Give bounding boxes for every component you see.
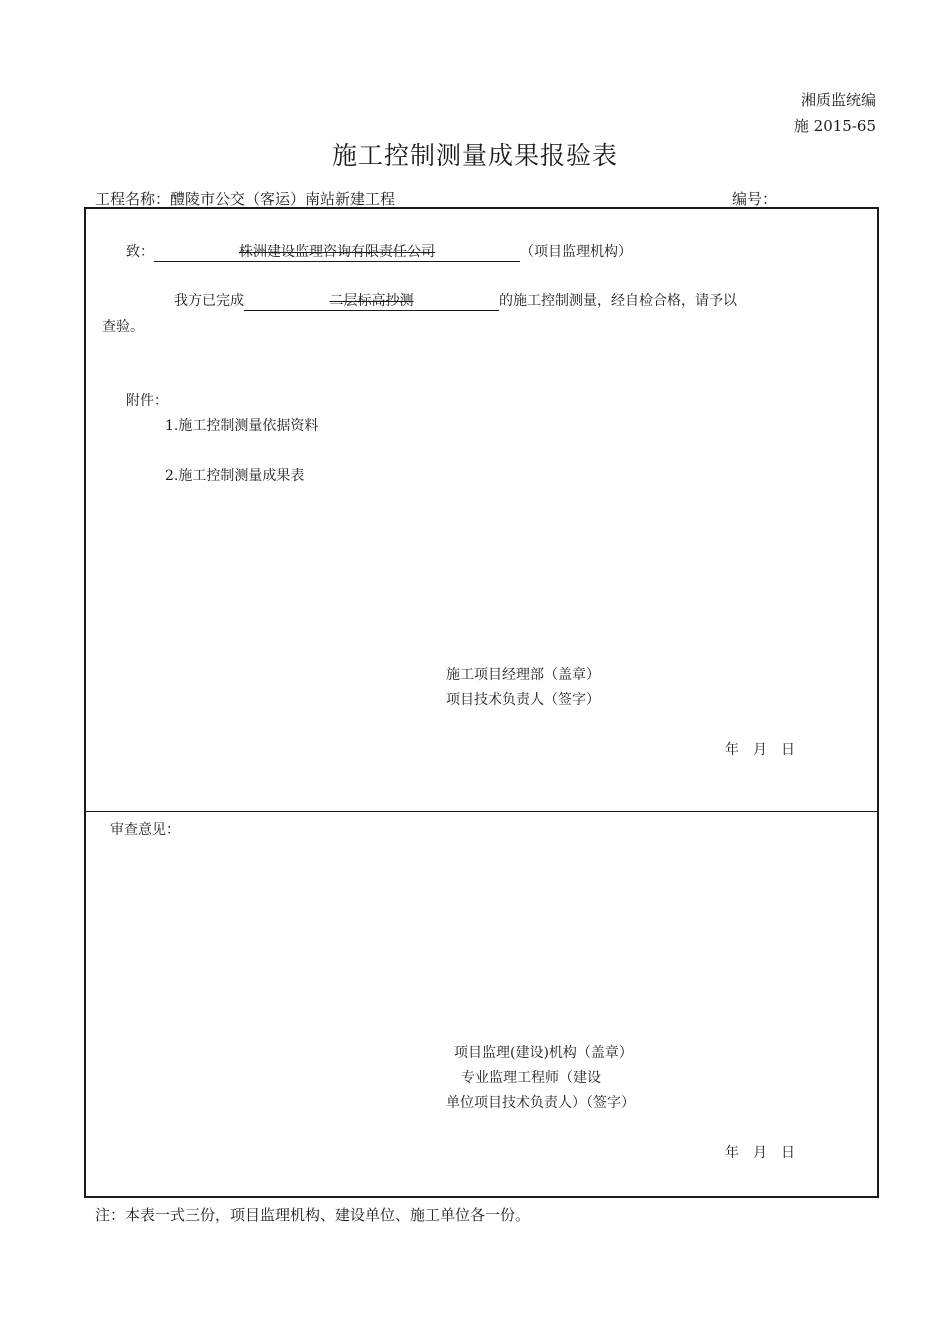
review-date: 年 月 日 [725, 1145, 795, 1161]
publisher-label: 湘质监统编 [800, 91, 876, 109]
footer-note: 注：本表一式三份，项目监理机构、建设单位、施工单位各一份。 [95, 1206, 531, 1224]
declaration-row [174, 290, 737, 311]
supervisor-signer-line-2: 单位项目技术负责人）（签字） [446, 1095, 635, 1111]
section-divider [85, 811, 878, 812]
contractor-signer-line: 项目技术负责人（签字） [446, 692, 600, 708]
submission-date: 年 月 日 [725, 742, 795, 758]
page-title: 施工控制测量成果报验表 [331, 141, 618, 170]
contractor-stamp-line: 施工项目经理部（盖章） [446, 667, 600, 683]
declaration-continuation: 查验。 [102, 319, 144, 335]
addressee-value: 株洲建设监理咨询有限责任公司 [154, 241, 520, 262]
supervisor-stamp-line: 项目监理(建设)机构（盖章） [454, 1045, 633, 1061]
attachments-label: 附件： [126, 393, 168, 409]
supervisor-signer-line-1: 专业监理工程师（建设 [461, 1070, 601, 1086]
declaration-prefix: 我方已完成 [174, 293, 244, 309]
review-opinion-label: 审查意见： [110, 822, 180, 838]
attachment-item: 2.施工控制测量成果表 [165, 468, 305, 484]
completed-item: 二层标高抄测 [244, 290, 499, 311]
form-code: 施 2015-65 [793, 117, 876, 135]
addressee-suffix: （项目监理机构） [520, 244, 632, 260]
attachment-item: 1.施工控制测量依据资料 [165, 418, 319, 434]
addressee-row [126, 241, 632, 262]
document-number-label: 编号： [732, 190, 778, 208]
project-name: 工程名称：醴陵市公交（客运）南站新建工程 [95, 190, 396, 208]
addressee-label: 致： [126, 244, 154, 260]
declaration-suffix: 的施工控制测量，经自检合格，请予以 [499, 293, 737, 309]
